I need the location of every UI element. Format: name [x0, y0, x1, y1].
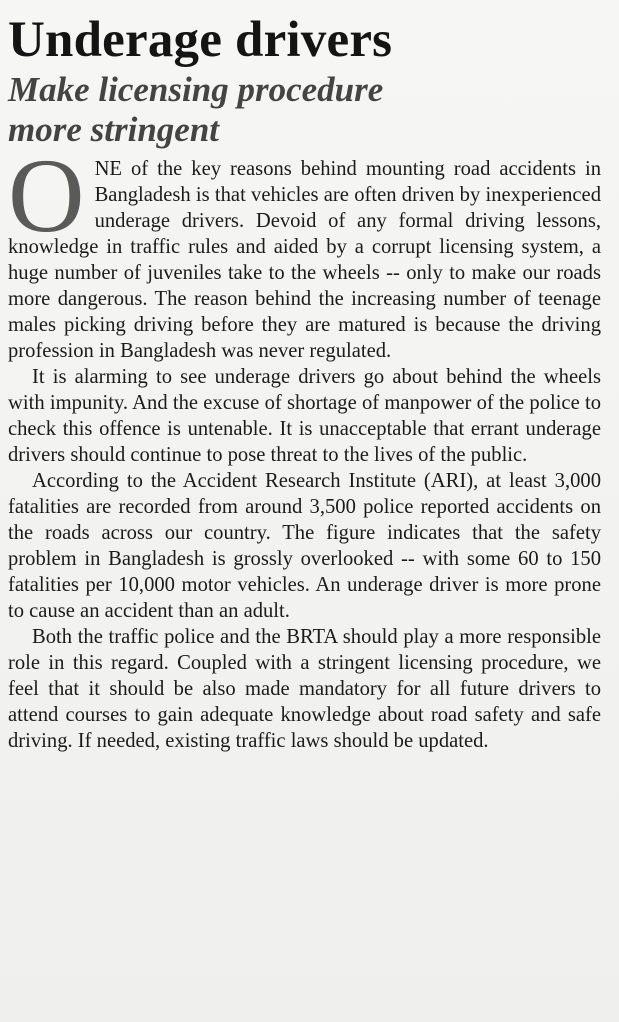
paragraph-2: It is alarming to see underage drivers go about behind the wheels with impunity. And the excuse of shortage of manpower of the police to check this offence is untenable. It is unacceptable that errant underage drivers should continue to pose threat to the lives of the public. [8, 366, 601, 466]
drop-cap: O [8, 137, 85, 254]
subheadline-line-2: more stringent [8, 110, 220, 149]
subheadline [8, 70, 601, 150]
subheadline-line-1: Make licensing procedure [8, 70, 384, 109]
paragraph-4: Both the traffic police and the BRTA should play a more responsible role in this regard. Coupled with a stringent licensing procedure, we feel that it should be also made mandatory for all future drivers to attend courses to gain adequate knowledge about road safety and safe driving. If needed, existing traffic laws should be updated. [8, 626, 601, 752]
paragraph-1-text: NE of the key reasons behind mounting road accidents in Bangladesh is that vehicles are often driven by inexperienced underage drivers. Devoid of any formal driving lessons, knowledge in traffic rules and aided by a corrupt licensing system, a huge number of juveniles take to the wheels -- only to make our roads more dangerous. The reason behind the increasing number of teenage males picking driving before they are matured is because the driving profession in Bangladesh was never regulated. [8, 158, 601, 362]
paragraph-1 [8, 137, 601, 364]
article-body [8, 137, 601, 754]
paragraph-3: According to the Accident Research Institute (ARI), at least 3,000 fatalities are recorded from around 3,500 police reported accidents on the roads across our country. The figure indicates that the safety problem in Bangladesh is grossly overlooked -- with some 60 to 150 fatalities per 10,000 motor vehicles. An underage driver is more prone to cause an accident than an adult. [8, 470, 601, 622]
headline: Underage drivers [8, 12, 393, 68]
